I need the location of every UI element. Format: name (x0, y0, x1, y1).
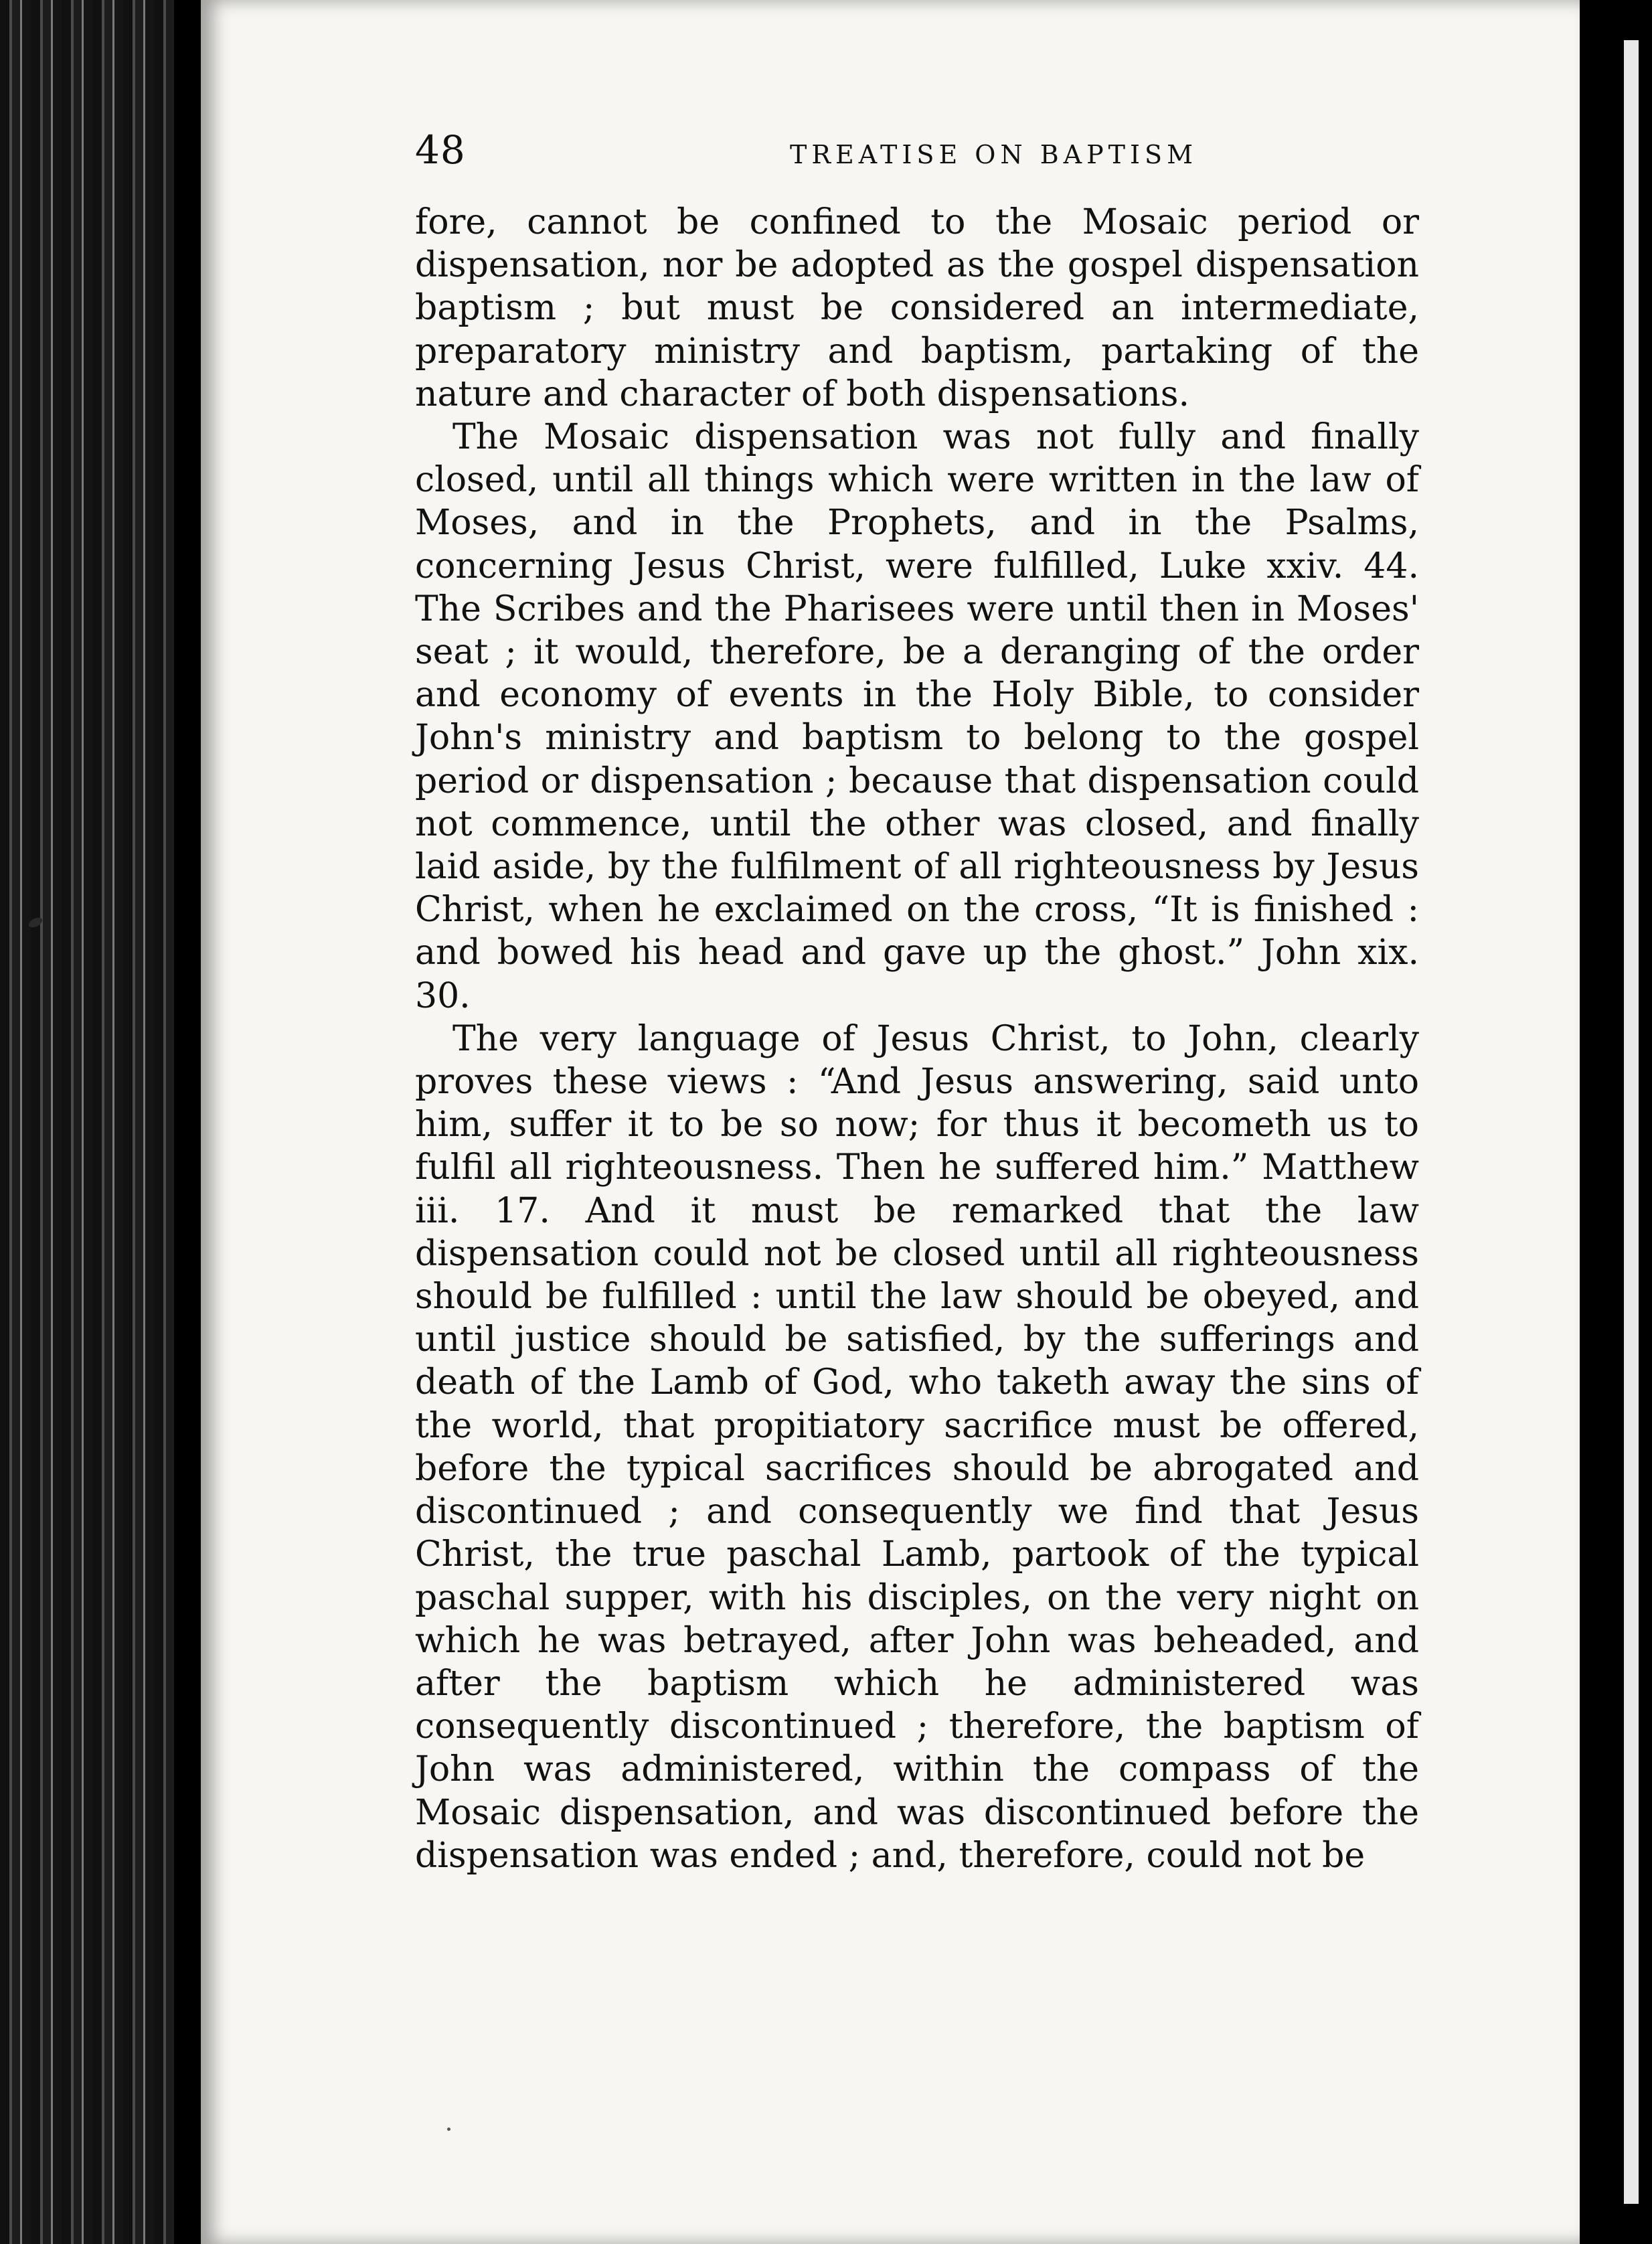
book-spine-edge (0, 0, 174, 2244)
paragraph-language-of-jesus: The very language of Jesus Christ, to John, clearly proves these views : “And Jesus answering, said unto him, suffer it to be so now; for thus it becometh us to fulfil all righteousness. Then he suffered him.” Matthew iii. 17. And it must be remarked that the law dispensation could not be closed until all righteousness should be fulfilled : until the law should be obeyed, and until justice should be satisfied, by the sufferings and death of the Lamb of God, who taketh away the sins of the world, that propitiatory sacrifice must be offered, before the typical sacrifices should be abrogated and discontinued ; and consequently we find that Jesus Christ, the true paschal Lamb, partook of the typical paschal supper, with his disciples, on the very night on which he was betrayed, after John was beheaded, and after the baptism which he administered was consequently discontinued ; therefore, the baptism of John was administered, within the compass of the Mosaic dispensation, and was discontinued before the dispensation was ended ; and, therefore, could not be (415, 1018, 1419, 1876)
page-number: 48 (415, 127, 466, 173)
paragraph-mosaic-dispensation: The Mosaic dispensation was not fully and finally closed, until all things which were written in the law of Moses, and in the Prophets, and in the Psalms, concerning Jesus Christ, were fulfilled, Luke xxiv. 44. The Scribes and the Pharisees were until then in Moses' seat ; it would, therefore, be a deranging of the order and economy of events in the Holy Bible, to consider John's ministry and baptism to belong to the gospel period or dispensation ; because that dispensation could not commence, until the other was closed, and finally laid aside, by the fulfilment of all righteousness by Jesus Christ, when he exclaimed on the cross, “It is finished : and bowed his head and gave up the ghost.” John xix. 30. (415, 417, 1419, 1016)
paragraph-continued: fore, cannot be confined to the Mosaic period or dispensation, nor be adopted as the gospel dispensation baptism ; but must be considered an intermediate, preparatory ministry and baptism, partaking of the nature and character of both dispensations. (415, 202, 1419, 414)
book-page (201, 0, 1580, 2244)
ink-dot (447, 2128, 450, 2131)
next-page-strip (1624, 40, 1639, 2204)
text-body (415, 201, 1419, 1877)
page-content (415, 127, 1419, 1877)
page-stack-edge (1588, 0, 1652, 2244)
running-head (415, 127, 1419, 187)
book-title: TREATISE ON BAPTISM (790, 140, 1197, 169)
